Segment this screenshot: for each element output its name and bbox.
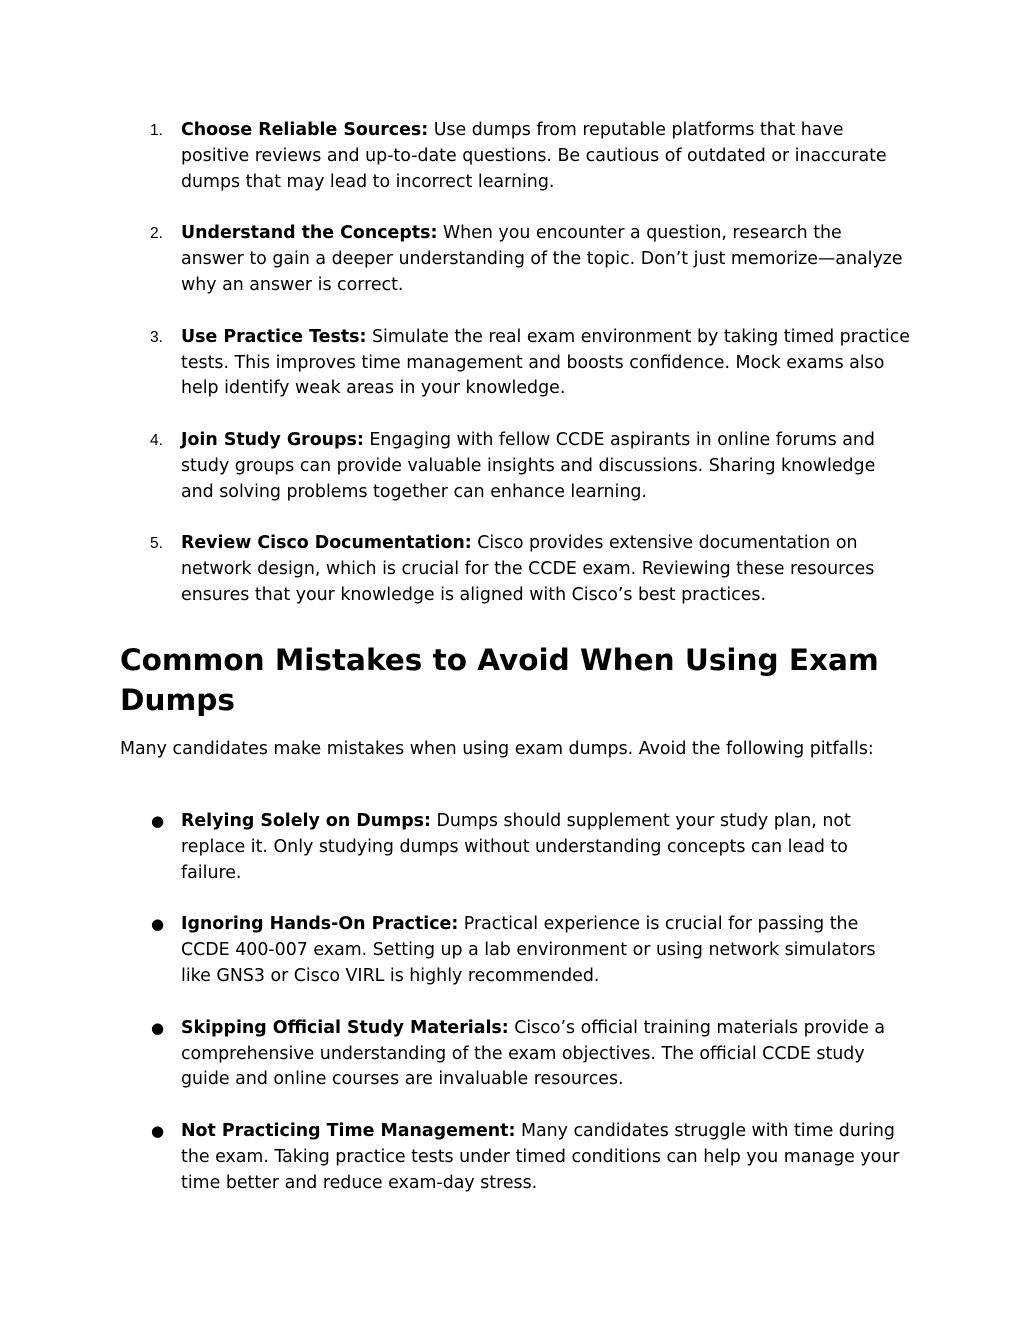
item-text: Simulate the real exam environment by taking timed practice tests. This improves time management and boosts confidence. Mock exams also help identify weak areas in your knowledge.	[181, 326, 910, 399]
section-intro: Many candidates make mistakes when using exam dumps. Avoid the following pitfalls:	[120, 739, 874, 759]
item-text: Cisco provides extensive documentation on network design, which is crucial for the CCDE exam. Reviewing these resources ensures that your knowledge is aligned with Cisco’s best practices.	[181, 533, 875, 606]
item-lead: Not Practicing Time Management:	[181, 1120, 516, 1141]
bullet-icon: ●	[151, 1121, 165, 1140]
bullet-icon: ●	[151, 915, 165, 934]
item-text: Many candidates struggle with time during the exam. Taking practice tests under timed conditions can help you manage your time better and reduce exam-day stress.	[181, 1120, 900, 1193]
section-heading: Common Mistakes to Avoid When Using Exam Dumps	[120, 643, 879, 717]
item-text: Use dumps from reputable platforms that have positive reviews and up-to-date questions. Be cautious of outdated or inaccurate dumps that may lead to incorrect learning.	[181, 120, 887, 192]
item-lead: Relying Solely on Dumps:	[181, 811, 431, 831]
item-lead: Join Study Groups:	[181, 429, 364, 450]
tips-numbered-list	[120, 118, 910, 635]
list-item	[120, 912, 910, 990]
list-item	[120, 221, 910, 299]
mistakes-bullet-list	[120, 809, 910, 1222]
list-number: 1.	[150, 122, 163, 139]
bullet-icon: ●	[151, 1018, 165, 1037]
list-item	[120, 1119, 910, 1197]
list-number: 2.	[150, 225, 163, 243]
list-item	[120, 1016, 910, 1094]
item-lead: Review Cisco Documentation:	[181, 533, 472, 554]
item-lead: Understand the Concepts:	[181, 223, 438, 244]
list-item	[120, 118, 910, 196]
list-item	[120, 325, 910, 403]
item-text: When you encounter a question, research the answer to gain a deeper understanding of the topic. Don’t just memorize—analyze why an answer is correct.	[181, 223, 903, 296]
list-item	[120, 531, 910, 609]
item-text: Dumps should supplement your study plan, not replace it. Only studying dumps without understanding concepts can lead to failure.	[181, 811, 851, 883]
item-text: Cisco’s official training materials provide a comprehensive understanding of the exam objectives. The official CCDE study guide and online courses are invaluable resources.	[181, 1017, 886, 1090]
bullet-icon: ●	[151, 812, 165, 830]
list-number: 4.	[150, 431, 163, 449]
list-number: 3.	[150, 328, 163, 346]
item-text: Engaging with fellow CCDE aspirants in online forums and study groups can provide valuable insights and discussions. Sharing knowledge and solving problems together can enhance learning.	[181, 429, 876, 502]
item-lead: Ignoring Hands-On Practice:	[181, 914, 459, 935]
item-lead: Use Practice Tests:	[181, 326, 367, 347]
list-item	[120, 428, 910, 506]
item-lead: Choose Reliable Sources:	[181, 120, 429, 140]
list-number: 5.	[150, 535, 163, 553]
list-item	[120, 809, 910, 887]
item-lead: Skipping Official Study Materials:	[181, 1017, 509, 1038]
item-text: Practical experience is crucial for passing the CCDE 400-007 exam. Setting up a lab environment or using network simulators like GNS3 or Cisco VIRL is highly recommended.	[181, 914, 876, 987]
